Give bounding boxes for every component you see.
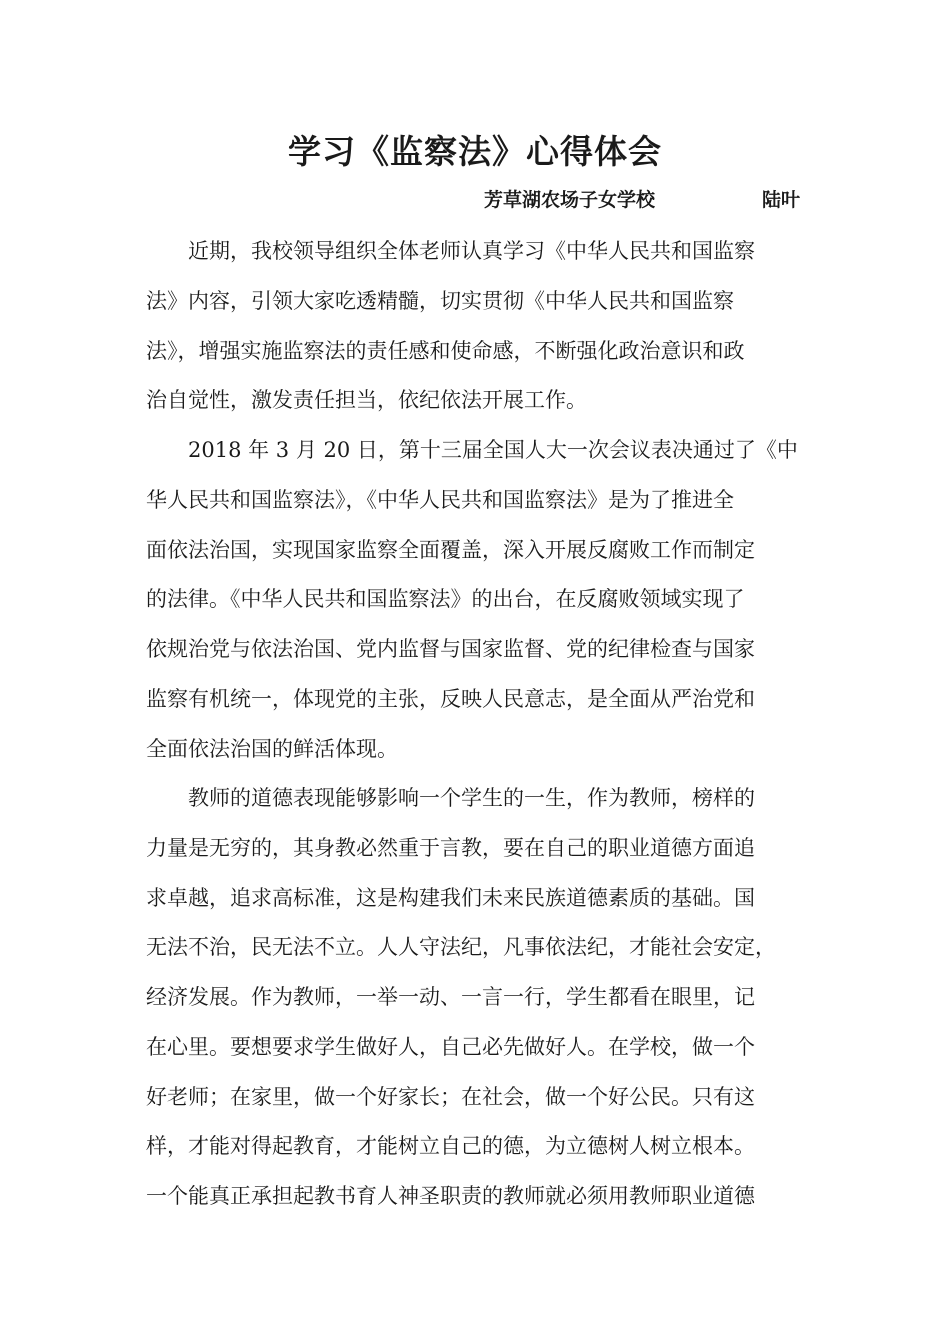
- text-line: 华人民共和国监察法》，《中华人民共和国监察法》是为了推进全: [146, 488, 734, 512]
- text-line: 监察有机统一，体现党的主张，反映人民意志，是全面从严治党和: [146, 687, 755, 711]
- text-line: 全面依法治国的鲜活体现。: [146, 737, 398, 761]
- text-line: 无法不治，民无法不立。人人守法纪，凡事依法纪，才能社会安定，: [146, 935, 776, 959]
- text-line: 一个能真正承担起教书育人神圣职责的教师就必须用教师职业道德: [146, 1184, 755, 1208]
- text-line: 法》内容，引领大家吃透精髓，切实贯彻《中华人民共和国监察: [146, 289, 734, 313]
- author-name: 陆叶: [762, 189, 801, 211]
- text-line: 2018 年 3 月 20 日，第十三届全国人大一次会议表决通过了《中: [188, 438, 798, 462]
- document-title: 学习《监察法》心得体会: [288, 132, 662, 171]
- text-line: 面依法治国，实现国家监察全面覆盖，深入开展反腐败工作而制定: [146, 538, 755, 562]
- byline: [484, 186, 801, 214]
- school-name: 芳草湖农场子女学校: [484, 189, 656, 211]
- text-line: 经济发展。作为教师，一举一动、一言一行，学生都看在眼里，记: [146, 985, 755, 1009]
- text-line: 的法律。《中华人民共和国监察法》的出台，在反腐败领域实现了: [146, 587, 745, 611]
- text-line: 力量是无穷的，其身教必然重于言教，要在自己的职业道德方面追: [146, 836, 755, 860]
- text-line: 法》，增强实施监察法的责任感和使命感，不断强化政治意识和政: [146, 339, 745, 363]
- text-line: 近期，我校领导组织全体老师认真学习《中华人民共和国监察: [188, 239, 755, 263]
- text-line: 教师的道德表现能够影响一个学生的一生，作为教师，榜样的: [188, 786, 755, 810]
- text-line: 治自觉性，激发责任担当，依纪依法开展工作。: [146, 388, 587, 412]
- text-line: 求卓越，追求高标准，这是构建我们未来民族道德素质的基础。国: [146, 886, 755, 910]
- text-line: 依规治党与依法治国、党内监督与国家监督、党的纪律检查与国家: [146, 637, 755, 661]
- text-line: 好老师；在家里，做一个好家长；在社会，做一个好公民。只有这: [146, 1085, 755, 1109]
- text-line: 在心里。要想要求学生做好人，自己必先做好人。在学校，做一个: [146, 1035, 755, 1059]
- text-line: 样，才能对得起教育，才能树立自己的德，为立德树人树立根本。: [146, 1134, 755, 1158]
